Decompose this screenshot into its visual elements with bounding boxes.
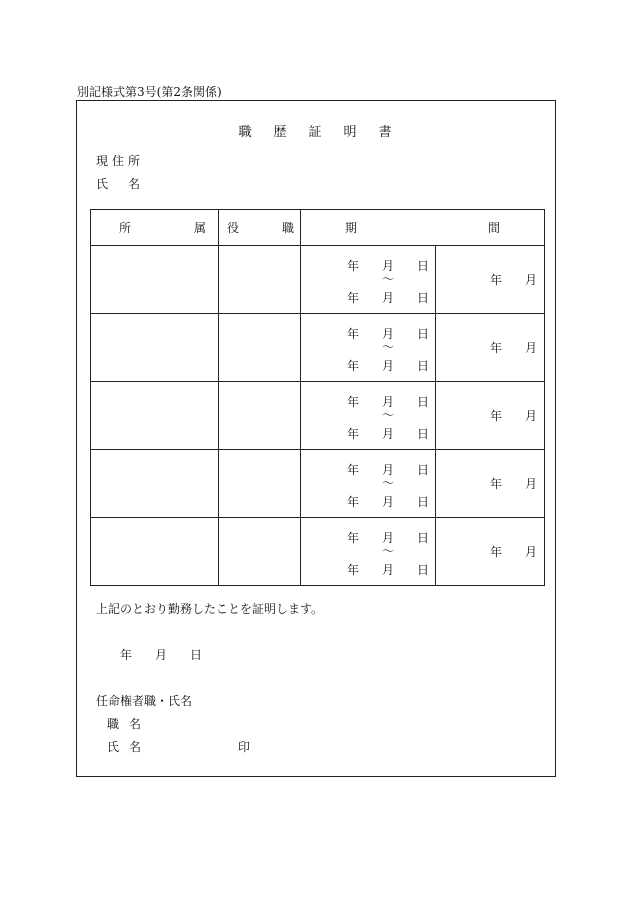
affiliation-cell[interactable] [91, 450, 219, 518]
period-range-cell[interactable]: 年 月 日 ～ 年 月 日 [301, 450, 436, 518]
role-cell[interactable] [219, 382, 301, 450]
affiliation-cell[interactable] [91, 246, 219, 314]
period-length-cell[interactable]: 年 月 [436, 314, 545, 382]
employment-history-table [90, 209, 545, 586]
table-row [91, 246, 545, 314]
role-cell[interactable] [219, 450, 301, 518]
form-number: 別記様式第3号(第2条関係) [77, 85, 222, 99]
period-range-cell[interactable]: 年 月 日 ～ 年 月 日 [301, 246, 436, 314]
title-char: 歴 [273, 125, 287, 140]
header-role: 役 職 [219, 210, 301, 246]
address-label: 現 住 所 [96, 154, 141, 168]
title-char: 明 [343, 125, 357, 140]
period-range-cell[interactable]: 年 月 日 ～ 年 月 日 [301, 382, 436, 450]
table-row [91, 450, 545, 518]
period-range-cell[interactable]: 年 月 日 ～ 年 月 日 [301, 518, 436, 586]
certification-statement: 上記のとおり勤務したことを証明します。 [96, 602, 324, 616]
date-month: 月 [154, 648, 167, 662]
table-header-row [91, 210, 545, 246]
title-char: 書 [378, 125, 392, 140]
appointer-post-label: 職 名 [107, 717, 142, 731]
role-cell[interactable] [219, 518, 301, 586]
period-length-cell[interactable]: 年 月 [436, 518, 545, 586]
header-period: 期 間 [301, 210, 545, 246]
affiliation-cell[interactable] [91, 382, 219, 450]
affiliation-cell[interactable] [91, 314, 219, 382]
period-range-cell[interactable]: 年 月 日 ～ 年 月 日 [301, 314, 436, 382]
title-char: 職 [238, 125, 252, 140]
date-day: 日 [189, 648, 202, 662]
title-char: 証 [308, 125, 322, 140]
seal-mark: 印 [238, 740, 251, 754]
affiliation-cell[interactable] [91, 518, 219, 586]
table-row [91, 382, 545, 450]
table-row [91, 518, 545, 586]
table-row [91, 314, 545, 382]
period-length-cell[interactable]: 年 月 [436, 382, 545, 450]
document-title [0, 121, 630, 140]
appointer-name-label: 氏 名 [107, 740, 142, 754]
appointer-heading: 任命権者職・氏名 [96, 694, 193, 708]
role-cell[interactable] [219, 314, 301, 382]
name-label: 氏 名 [96, 177, 141, 191]
date-year: 年 [120, 648, 133, 662]
period-length-cell[interactable]: 年 月 [436, 246, 545, 314]
certification-date[interactable] [120, 646, 202, 663]
role-cell[interactable] [219, 246, 301, 314]
header-affiliation: 所 属 [91, 210, 219, 246]
period-length-cell[interactable]: 年 月 [436, 450, 545, 518]
